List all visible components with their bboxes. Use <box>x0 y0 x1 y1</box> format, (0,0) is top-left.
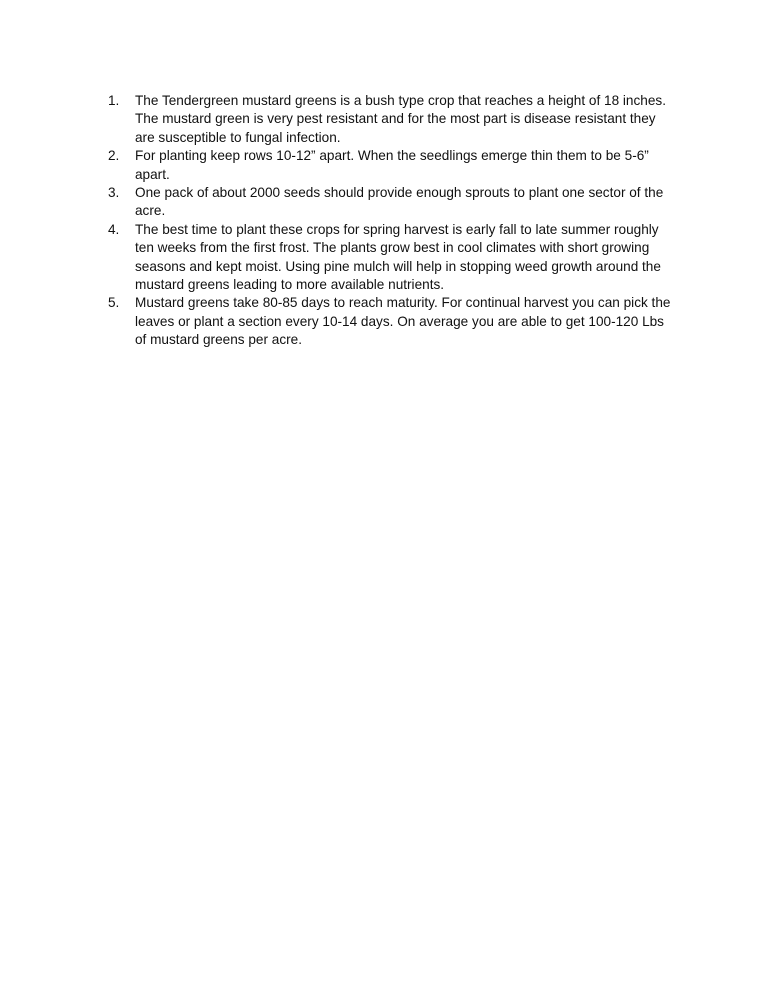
list-item-text: For planting keep rows 10-12” apart. When the seedlings emerge thin them to be 5-6” apart. <box>135 148 649 182</box>
list-item <box>108 184 678 221</box>
list-item-number: 4. <box>108 221 120 237</box>
list-item-text: The Tendergreen mustard greens is a bush type crop that reaches a height of 18 inches. The mustard green is very pest resistant and for the most part is disease resistant they are susceptible to fungal infection. <box>135 93 666 145</box>
list-item-text: One pack of about 2000 seeds should provide enough sprouts to plant one sector of the acre. <box>135 185 664 219</box>
numbered-list <box>108 92 678 350</box>
list-item-number: 1. <box>108 93 120 108</box>
list-item-number: 2. <box>108 148 120 164</box>
list-item <box>108 294 678 349</box>
list-item <box>108 221 678 295</box>
list-item-text: The best time to plant these crops for spring harvest is early fall to late summer roughly ten weeks from the first frost. The plants grow best in cool climates with short growing seasons and kept moist. Using pine mulch will help in stopping weed growth around the mustard greens leading to more available nutrients. <box>135 221 661 293</box>
list-item-text: Mustard greens take 80-85 days to reach maturity. For continual harvest you can pick the leaves or plant a section every 10-14 days. On average you are able to get 100-120 Lbs of mustard greens per acre. <box>135 295 671 348</box>
list-item-number: 3. <box>108 185 120 201</box>
list-item <box>108 92 678 147</box>
list-item-number: 5. <box>108 295 120 311</box>
list-item <box>108 147 678 184</box>
